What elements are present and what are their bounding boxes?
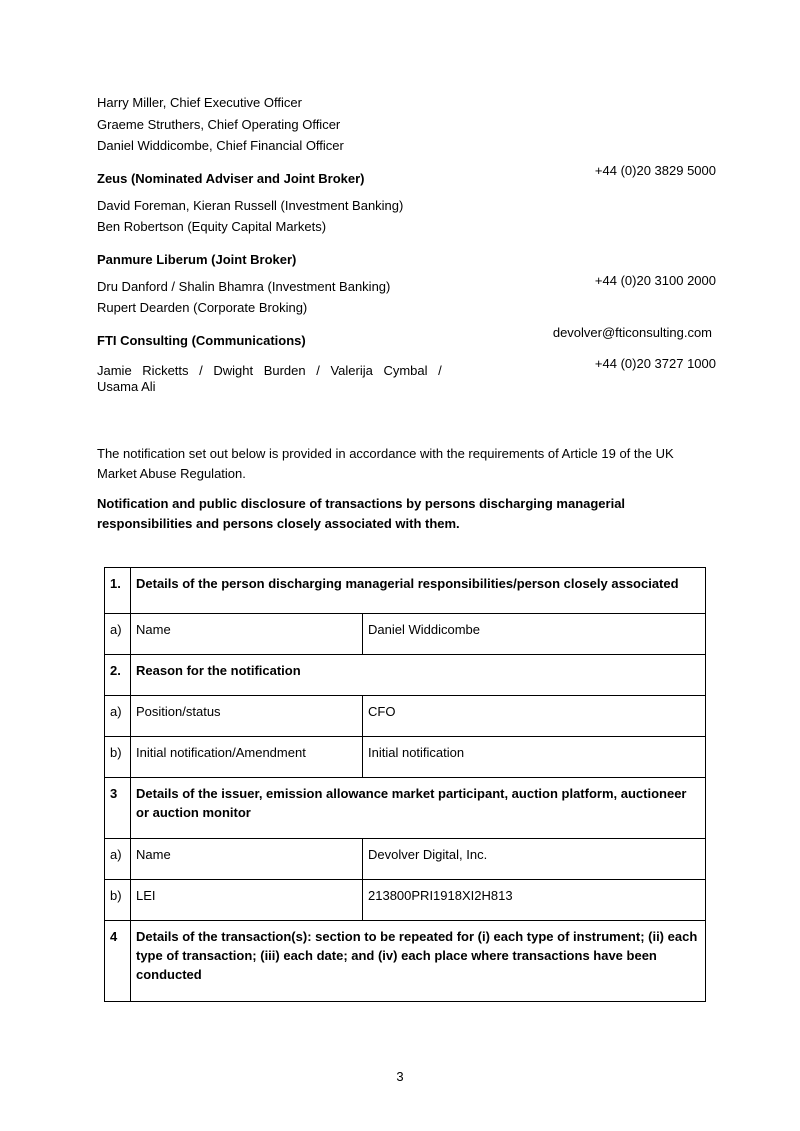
- section-title: Details of the transaction(s): section to be repeated for (i) each type of instrument; (ii) each type of transaction; (iii) each date; and (iv) each place where transactions have been conducted: [131, 921, 706, 1002]
- table-row: [105, 778, 706, 839]
- row-letter: a): [105, 614, 131, 655]
- row-value: 213800PRI1918XI2H813: [363, 880, 706, 921]
- fti-email[interactable]: devolver@fticonsulting.com: [552, 325, 712, 340]
- table-row: [105, 737, 706, 778]
- zeus-phone: +44 (0)20 3829 5000: [594, 163, 716, 178]
- fti-heading: FTI Consulting (Communications): [97, 333, 306, 348]
- row-value: Daniel Widdicombe: [363, 614, 706, 655]
- table-row: [105, 655, 706, 696]
- row-letter: b): [105, 880, 131, 921]
- table-row: [105, 921, 706, 1002]
- panmure-contact-1: Dru Danford / Shalin Bhamra (Investment Banking): [97, 279, 391, 294]
- section-number: 3: [105, 778, 131, 839]
- table-row: [105, 568, 706, 614]
- zeus-contact-1: David Foreman, Kieran Russell (Investment Banking): [97, 198, 404, 213]
- section-number: 4: [105, 921, 131, 1002]
- row-letter: a): [105, 839, 131, 880]
- notification-heading: Notification and public disclosure of transactions by persons discharging managerial responsibilities and persons closely associated with them.: [97, 496, 626, 531]
- pdmr-notification-table: [104, 567, 706, 1002]
- row-letter: b): [105, 737, 131, 778]
- contact-cfo: Daniel Widdicombe, Chief Financial Officer: [97, 138, 344, 153]
- panmure-heading: Panmure Liberum (Joint Broker): [97, 252, 297, 267]
- fti-contact-2: Usama Ali: [97, 379, 156, 394]
- row-label: Name: [131, 839, 363, 880]
- section-number: 2.: [105, 655, 131, 696]
- fti-phone: +44 (0)20 3727 1000: [594, 356, 716, 371]
- zeus-heading: Zeus (Nominated Adviser and Joint Broker): [97, 171, 365, 186]
- row-value: CFO: [363, 696, 706, 737]
- zeus-contact-2: Ben Robertson (Equity Capital Markets): [97, 219, 327, 234]
- row-label: Initial notification/Amendment: [131, 737, 363, 778]
- row-letter: a): [105, 696, 131, 737]
- panmure-contact-2: Rupert Dearden (Corporate Broking): [97, 300, 308, 315]
- table-row: [105, 696, 706, 737]
- row-value: Devolver Digital, Inc.: [363, 839, 706, 880]
- page-number: 3: [396, 1069, 404, 1084]
- contact-coo: Graeme Struthers, Chief Operating Officer: [97, 117, 341, 132]
- section-title: Reason for the notification: [131, 655, 706, 696]
- row-label: LEI: [131, 880, 363, 921]
- table-row: [105, 614, 706, 655]
- section-title: Details of the issuer, emission allowance market participant, auction platform, auctioneer or auction monitor: [131, 778, 706, 839]
- article-19-notice: The notification set out below is provided in accordance with the requirements of Article 19 of the UK Market Abuse Regulation.: [97, 446, 674, 481]
- section-title: Details of the person discharging managerial responsibilities/person closely associated: [131, 568, 706, 614]
- section-number: 1.: [105, 568, 131, 614]
- row-value: Initial notification: [363, 737, 706, 778]
- row-label: Name: [131, 614, 363, 655]
- table-row: [105, 839, 706, 880]
- contact-ceo: Harry Miller, Chief Executive Officer: [97, 95, 302, 110]
- panmure-phone: +44 (0)20 3100 2000: [594, 273, 716, 288]
- table-row: [105, 880, 706, 921]
- fti-contact-1: Jamie Ricketts / Dwight Burden / Valerija Cymbal /: [97, 363, 442, 378]
- row-label: Position/status: [131, 696, 363, 737]
